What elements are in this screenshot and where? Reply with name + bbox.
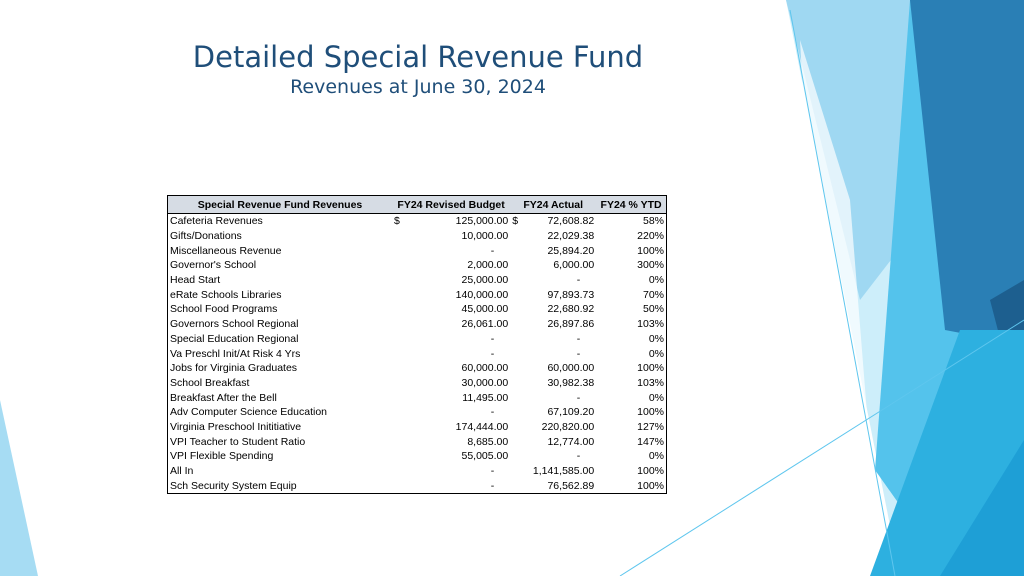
row-name: Head Start: [170, 274, 221, 287]
budget-currency: [392, 420, 408, 435]
budget-currency: [392, 390, 408, 405]
row-actual: 30,982.38: [547, 376, 595, 389]
budget-currency: [392, 434, 408, 449]
table-row: [168, 464, 667, 479]
row-ytd: 0%: [648, 274, 664, 287]
row-ytd: 147%: [637, 435, 664, 448]
row-name: Sch Security System Equip: [170, 479, 297, 492]
row-ytd: 0%: [648, 391, 664, 404]
row-actual: -: [576, 332, 581, 345]
row-ytd: 220%: [637, 230, 664, 243]
row-actual: -: [576, 274, 581, 287]
row-name: VPI Teacher to Student Ratio: [170, 435, 306, 448]
actual-currency: [510, 390, 526, 405]
budget-currency: [392, 317, 408, 332]
table-row: [168, 361, 667, 376]
row-budget: -: [490, 332, 495, 345]
table-header-row: [168, 196, 667, 214]
row-budget: 174,444.00: [455, 420, 509, 433]
row-budget: 10,000.00: [461, 230, 509, 243]
row-actual: 1,141,585.00: [532, 465, 595, 478]
row-actual: 22,029.38: [547, 230, 595, 243]
row-ytd: 127%: [637, 420, 664, 433]
row-budget: -: [490, 406, 495, 419]
row-budget: 8,685.00: [467, 435, 509, 448]
header-fund-revenues: Special Revenue Fund Revenues: [168, 196, 393, 214]
row-ytd: 100%: [637, 406, 664, 419]
table-row: [168, 332, 667, 347]
row-budget: 11,495.00: [462, 391, 509, 404]
table-row: [168, 273, 667, 288]
budget-currency: [392, 478, 408, 493]
header-revised-budget: FY24 Revised Budget: [392, 196, 510, 214]
budget-currency: [392, 258, 408, 273]
row-actual: 97,893.73: [547, 288, 595, 301]
row-budget: 60,000.00: [461, 362, 509, 375]
table-row: [168, 258, 667, 273]
row-ytd: 100%: [637, 465, 664, 478]
table-row: [168, 434, 667, 449]
actual-currency: [510, 361, 526, 376]
row-ytd: 300%: [637, 259, 664, 272]
actual-currency: [510, 346, 526, 361]
row-actual: 6,000.00: [553, 259, 595, 272]
row-budget: 55,005.00: [461, 450, 509, 463]
table-row: [168, 302, 667, 317]
budget-currency: [392, 405, 408, 420]
row-budget: -: [490, 465, 495, 478]
budget-currency: [392, 332, 408, 347]
row-actual: -: [576, 450, 581, 463]
row-budget: 140,000.00: [455, 288, 509, 301]
row-budget: 45,000.00: [461, 303, 509, 316]
row-name: Cafeteria Revenues: [170, 215, 263, 228]
actual-currency: [510, 273, 526, 288]
row-budget: 125,000.00: [455, 215, 509, 228]
row-name: Gifts/Donations: [170, 230, 242, 243]
row-actual: 67,109.20: [547, 406, 595, 419]
actual-currency: [510, 302, 526, 317]
row-ytd: 100%: [637, 479, 664, 492]
budget-currency: [392, 229, 408, 244]
actual-currency: $: [512, 215, 519, 228]
row-ytd: 50%: [642, 303, 664, 316]
budget-currency: [392, 464, 408, 479]
row-name: Governors School Regional: [170, 318, 299, 331]
row-name: Governor's School: [170, 259, 257, 272]
budget-currency: [392, 243, 408, 258]
row-name: Jobs for Virginia Graduates: [170, 362, 298, 375]
header-ytd: FY24 % YTD: [596, 196, 666, 214]
row-name: School Food Programs: [170, 303, 278, 316]
actual-currency: [510, 258, 526, 273]
budget-currency: [392, 346, 408, 361]
actual-currency: [510, 332, 526, 347]
row-name: All In: [170, 465, 194, 478]
row-ytd: 58%: [642, 215, 664, 228]
row-name: Va Preschl Init/At Risk 4 Yrs: [170, 347, 301, 360]
budget-currency: [392, 449, 408, 464]
actual-currency: [510, 229, 526, 244]
row-ytd: 0%: [648, 450, 664, 463]
page-subtitle: Revenues at June 30, 2024: [290, 76, 546, 98]
row-ytd: 70%: [642, 288, 664, 301]
row-name: VPI Flexible Spending: [170, 450, 274, 463]
table-row: [168, 376, 667, 391]
budget-currency: [392, 302, 408, 317]
actual-currency: [510, 243, 526, 258]
budget-currency: [392, 376, 408, 391]
actual-currency: [510, 449, 526, 464]
actual-currency: [510, 376, 526, 391]
budget-currency: $: [394, 215, 400, 228]
page-title: Detailed Special Revenue Fund: [192, 40, 644, 74]
actual-currency: [510, 317, 526, 332]
table-body: [168, 214, 667, 494]
table-row: [168, 346, 667, 361]
row-budget: 26,061.00: [461, 318, 509, 331]
row-actual: -: [576, 347, 581, 360]
table-row: [168, 449, 667, 464]
row-name: Virginia Preschool Inititiative: [170, 420, 302, 433]
actual-currency: [510, 420, 526, 435]
row-name: Adv Computer Science Education: [170, 406, 328, 419]
table-row: [168, 243, 667, 258]
row-ytd: 0%: [648, 347, 664, 360]
row-ytd: 103%: [637, 318, 664, 331]
row-budget: -: [490, 244, 495, 257]
row-actual: 220,820.00: [541, 420, 595, 433]
row-actual: 25,894.20: [547, 244, 595, 257]
row-name: School Breakfast: [170, 376, 250, 389]
header-actual: FY24 Actual: [510, 196, 596, 214]
row-budget: 30,000.00: [461, 376, 509, 389]
row-name: Breakfast After the Bell: [170, 391, 277, 404]
actual-currency: [510, 434, 526, 449]
row-ytd: 0%: [648, 332, 664, 345]
row-ytd: 100%: [637, 362, 664, 375]
table-row: [168, 317, 667, 332]
budget-currency: [392, 361, 408, 376]
actual-currency: [510, 287, 526, 302]
row-actual: 76,562.89: [547, 479, 595, 492]
row-budget: 2,000.00: [467, 259, 509, 272]
row-actual: -: [576, 391, 581, 404]
row-budget: 25,000.00: [461, 274, 509, 287]
table-row: [168, 390, 667, 405]
actual-currency: [510, 405, 526, 420]
row-actual: 26,897.86: [547, 318, 595, 331]
revenue-table: [167, 195, 667, 494]
table-row: [168, 214, 667, 229]
table-row: [168, 405, 667, 420]
row-ytd: 103%: [637, 376, 664, 389]
table-row: [168, 229, 667, 244]
table-row: [168, 287, 667, 302]
row-name: eRate Schools Libraries: [170, 288, 282, 301]
row-actual: 60,000.00: [547, 362, 595, 375]
row-actual: 22,680.92: [547, 303, 595, 316]
row-actual: 12,774.00: [547, 435, 595, 448]
row-name: Miscellaneous Revenue: [170, 244, 282, 257]
budget-currency: [392, 287, 408, 302]
row-name: Special Education Regional: [170, 332, 299, 345]
row-ytd: 100%: [637, 244, 664, 257]
row-budget: -: [490, 479, 495, 492]
actual-currency: [510, 478, 526, 493]
table-row: [168, 420, 667, 435]
row-actual: 72,608.82: [547, 215, 595, 228]
budget-currency: [392, 273, 408, 288]
row-budget: -: [490, 347, 495, 360]
actual-currency: [510, 464, 526, 479]
table-row: [168, 478, 667, 493]
left-accent-shape: [0, 400, 38, 576]
